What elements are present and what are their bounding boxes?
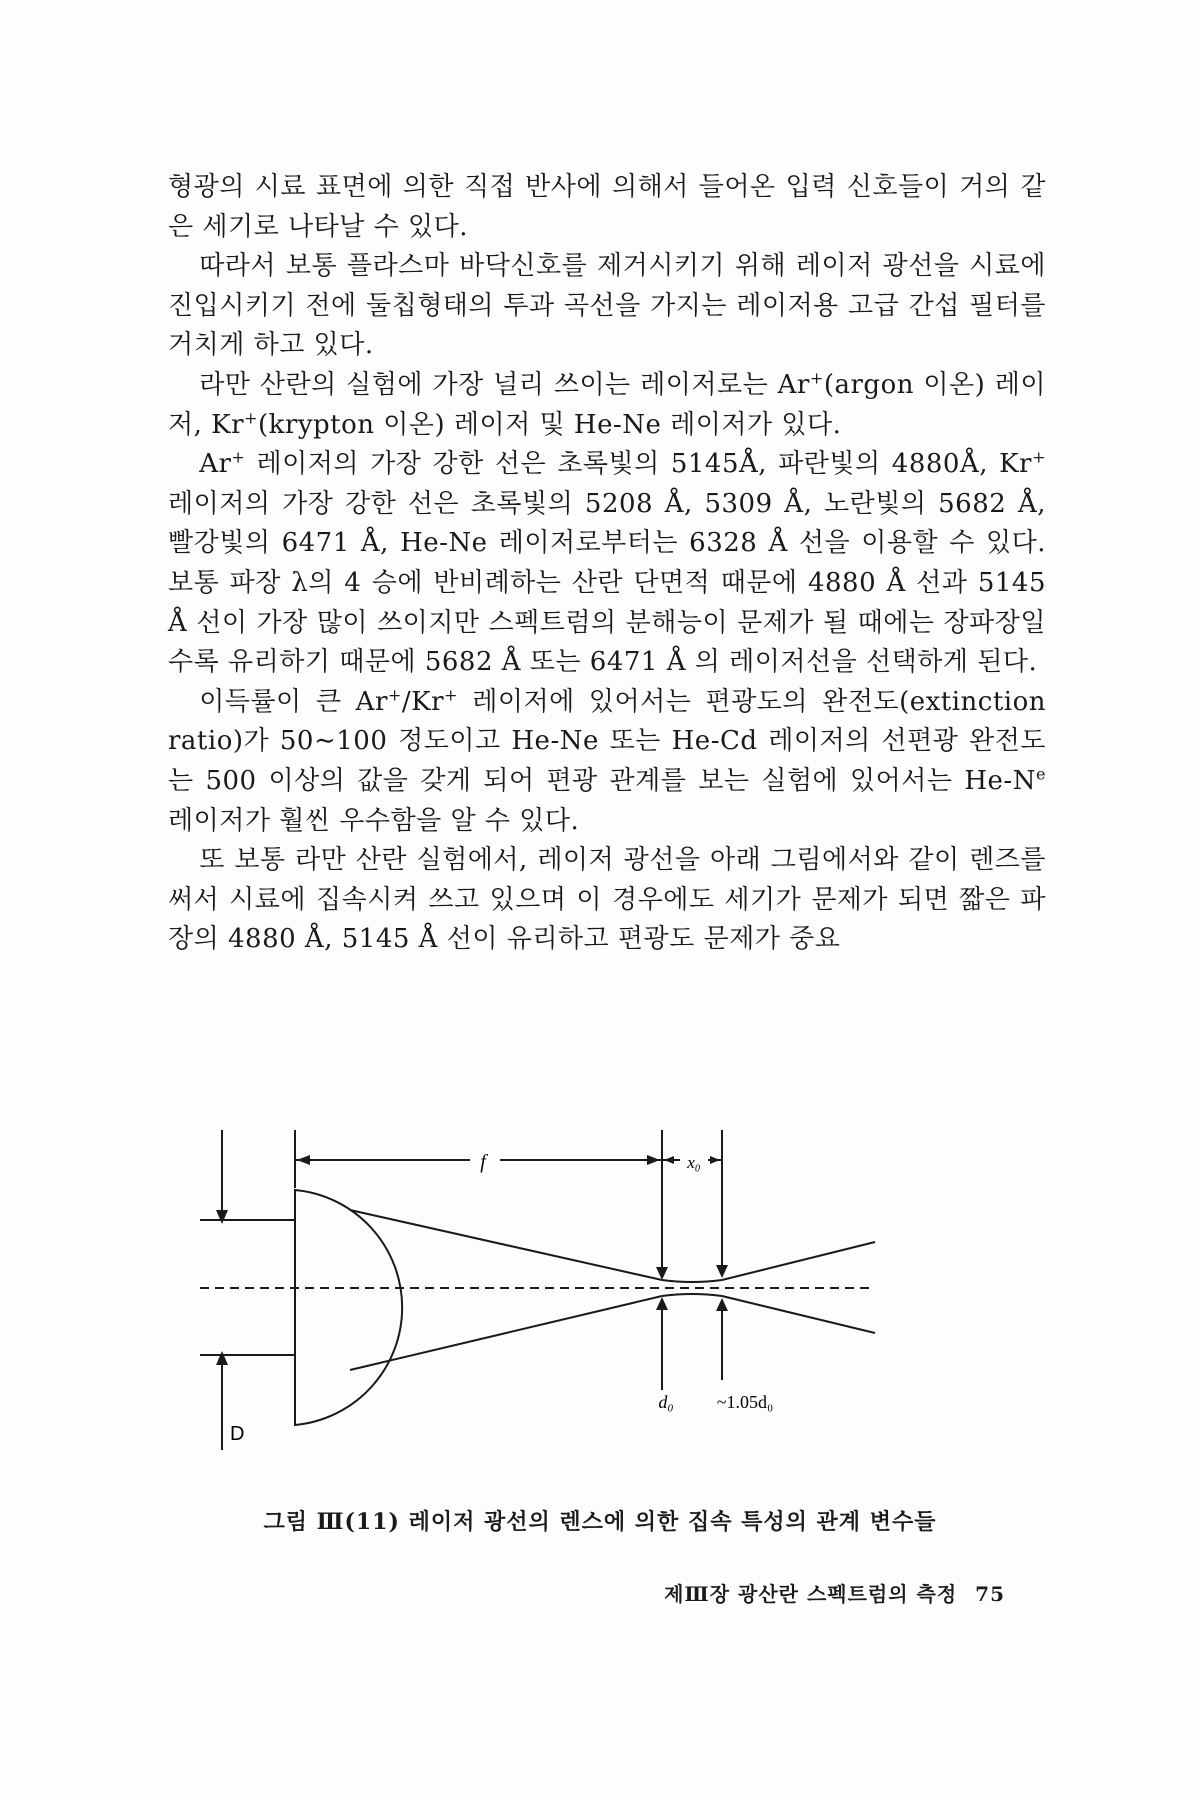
diverging-ray-top: [722, 1242, 875, 1280]
text-run: 레이저의 가장 강한 선은 초록빛의 5145Å, 파란빛의 4880Å, Kr: [245, 449, 1032, 480]
paragraph: [168, 366, 1046, 445]
paragraph: [168, 683, 1046, 841]
superscript: +: [809, 368, 824, 388]
superscript: +: [387, 685, 402, 705]
paragraph: [168, 247, 1046, 366]
diverging-ray-bottom: [722, 1296, 875, 1333]
paragraph: [168, 841, 1046, 960]
text-run: 레이저에 있어서는 편광도의 완전도(extinction ratio)가 50∼100 정도이고 He-Ne 또는 He-Cd 레이저의 선편광 완전도는 500 이상의 값을 갖게 되어 편광 관계를 보는 실험에 있어서는 He-N: [168, 686, 1046, 796]
paragraph: [168, 168, 1046, 247]
label-d0: d₀: [658, 1392, 674, 1412]
text-run: /Kr: [401, 686, 445, 717]
superscript: +: [244, 407, 258, 427]
x0-arrow-right: [710, 1156, 720, 1164]
body-text: [168, 168, 1046, 960]
converging-ray-bottom: [350, 1296, 662, 1370]
text-run: 형광의 시료 표면에 의한 직접 반사에 의해서 들어온 입력 신호들이 거의 같은 세기로 나타날 수 있다.: [168, 172, 1046, 242]
superscript: +: [1032, 447, 1046, 467]
text-run: 라만 산란의 실험에 가장 널리 쓰이는 레이저로는 Ar: [199, 369, 810, 400]
chapter-title: 제Ⅲ장 광산란 스펙트럼의 측정: [664, 1582, 958, 1606]
waist-top: [662, 1280, 722, 1282]
page-footer: [664, 1578, 1005, 1607]
superscript: e: [1035, 764, 1046, 784]
lens-focusing-diagram: [200, 1130, 1000, 1450]
lens-focusing-figure: [200, 1130, 1000, 1450]
waist-bottom: [662, 1294, 722, 1296]
superscript: +: [231, 447, 246, 467]
superscript: +: [444, 685, 459, 705]
lens-shape: [295, 1190, 402, 1425]
figure-caption: 그림 Ⅲ(11) 레이저 광선의 렌스에 의한 집속 특성의 관계 변수들: [263, 1509, 937, 1535]
D-arrow-up: [216, 1351, 228, 1365]
f-arrow-right: [647, 1155, 660, 1165]
text-run: 이득률이 큰 Ar: [199, 686, 388, 717]
text-run: 레이저의 가장 강한 선은 초록빛의 5208 Å, 5309 Å, 노란빛의 5682 Å, 빨강빛의 6471 Å, He-Ne 레이저로부터는 6328 Å 선을 이용할 수 있다. 보통 파장 λ의 4 승에 반비례하는 산란 단면적 때문에 4880 Å 선과 5145 Å 선이 가장 많이 쓰이지만 스펙트럼의 분해능이 문제가 될 때에는 장파장일수록 유리하기 때문에 5682 Å 또는 6471 Å 의 레이저선을 선택하게 된다.: [168, 488, 1046, 678]
page-number: 75: [975, 1582, 1005, 1606]
text-run: Ar: [199, 449, 232, 480]
f-arrow-left: [297, 1155, 310, 1165]
D-arrow-down: [216, 1210, 228, 1224]
x0-arrow-left: [664, 1156, 674, 1164]
text-run: (argon 이온) 레이저, Kr: [168, 369, 1046, 440]
label-105d0: ~1.05d₀: [716, 1392, 774, 1412]
waist-arrow-up-left: [656, 1297, 668, 1310]
waist-arrow-up-right: [716, 1298, 728, 1311]
label-D: D: [230, 1423, 245, 1445]
paragraph: [168, 445, 1046, 683]
text-run: 또 보통 라만 산란 실험에서, 레이저 광선을 아래 그림에서와 같이 렌즈를 써서 시료에 집속시켜 쓰고 있으며 이 경우에도 세기가 문제가 되면 짧은 파장의 4880 Å, 5145 Å 선이 유리하고 편광도 문제가 중요: [168, 845, 1046, 955]
text-run: 레이저가 훨씬 우수함을 알 수 있다.: [168, 805, 580, 836]
waist-arrow-down-right: [716, 1265, 728, 1278]
text-run: (krypton 이온) 레이저 및 He-Ne 레이저가 있다.: [258, 409, 842, 440]
label-x0: x₀: [687, 1153, 701, 1172]
text-run: 따라서 보통 플라스마 바닥신호를 제거시키기 위해 레이저 광선을 시료에 진입시키기 전에 둘칩형태의 투과 곡선을 가지는 레이저용 고급 간섭 필터를 거치게 하고 있다.: [168, 251, 1046, 361]
label-f: f: [480, 1151, 486, 1173]
